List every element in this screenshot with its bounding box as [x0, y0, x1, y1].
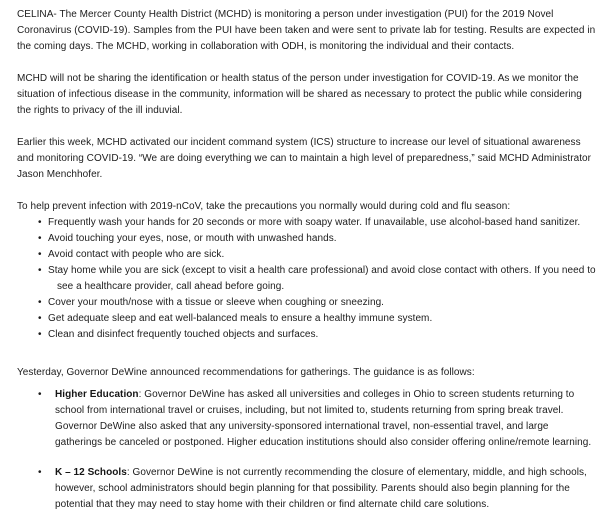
paragraph-gatherings-intro: Yesterday, Governor DeWine announced recommendations for gatherings. The guidance is as follows:	[17, 367, 475, 378]
paragraph-incident-command: Earlier this week, MCHD activated our incident command system (ICS) structure to increase our level of situational awareness and monitoring COVID-19. “We are doing everything we can to maintain a high level of preparedness,” said MCHD Administrator Jason Menchhofer.	[17, 137, 592, 180]
higher-education-text: : Governor DeWine has asked all universities and colleges in Ohio to screen students returning to school from international travel or cruises, including, but not limited to, students returning from spring break travel. Governor DeWine also asked that any university-sponsored international travel, non-essential travel, and large gatherings be canceled or postponed. Higher education institutions should also consider offering online/remote learning.	[55, 389, 592, 448]
list-item-adequate-sleep: • Get adequate sleep and eat well-balanced meals to ensure a healthy immune system.	[38, 311, 597, 327]
list-item-wash-hands: • Frequently wash your hands for 20 seconds or more with soapy water. If unavailable, use alcohol-based hand sanitizer.	[38, 215, 597, 231]
paragraph-privacy: MCHD will not be sharing the identification or health status of the person under investigation for COVID-19. As we monitor the situation of infectious disease in the community, information will be shared as necessary to protect the public while considering the rights to privacy of the ill induvial.	[17, 73, 582, 116]
gatherings-list	[17, 387, 597, 513]
precautions-list	[17, 215, 597, 343]
k12-schools-label: K – 12 Schools	[55, 467, 127, 478]
paragraph-intro: CELINA- The Mercer County Health District (MCHD) is monitoring a person under investigation (PUI) for the 2019 Novel Coronavirus (COVID-19). Samples from the PUI have been taken and were sent to private lab for testing. Results are expected in the coming days. The MCHD, working in collaboration with ODH, is monitoring the individual and their contacts.	[17, 9, 596, 52]
list-item-k12-schools	[38, 465, 597, 513]
list-item-stay-home: • Stay home while you are sick (except to visit a health care professional) and avoid close contact with others. If you need to see a healthcare provider, call ahead before going.	[38, 263, 597, 295]
list-item-cover-mouth: • Cover your mouth/nose with a tissue or sleeve when coughing or sneezing.	[38, 295, 597, 311]
list-item-clean-disinfect: • Clean and disinfect frequently touched objects and surfaces.	[38, 327, 597, 343]
list-item-higher-education	[38, 387, 597, 451]
list-item-avoid-contact: • Avoid contact with people who are sick.	[38, 247, 597, 263]
k12-schools-text: : Governor DeWine is not currently recommending the closure of elementary, middle, and high schools, however, school administrators should begin planning for that possibility. Parents should also begin planning for the potential that they may need to stay home with their children or find alternate child care solutions.	[55, 467, 587, 510]
paragraph-precautions-intro: To help prevent infection with 2019-nCoV, take the precautions you normally would during cold and flu season:	[17, 201, 511, 212]
higher-education-label: Higher Education	[55, 389, 139, 400]
list-item-avoid-touching: • Avoid touching your eyes, nose, or mouth with unwashed hands.	[38, 231, 597, 247]
